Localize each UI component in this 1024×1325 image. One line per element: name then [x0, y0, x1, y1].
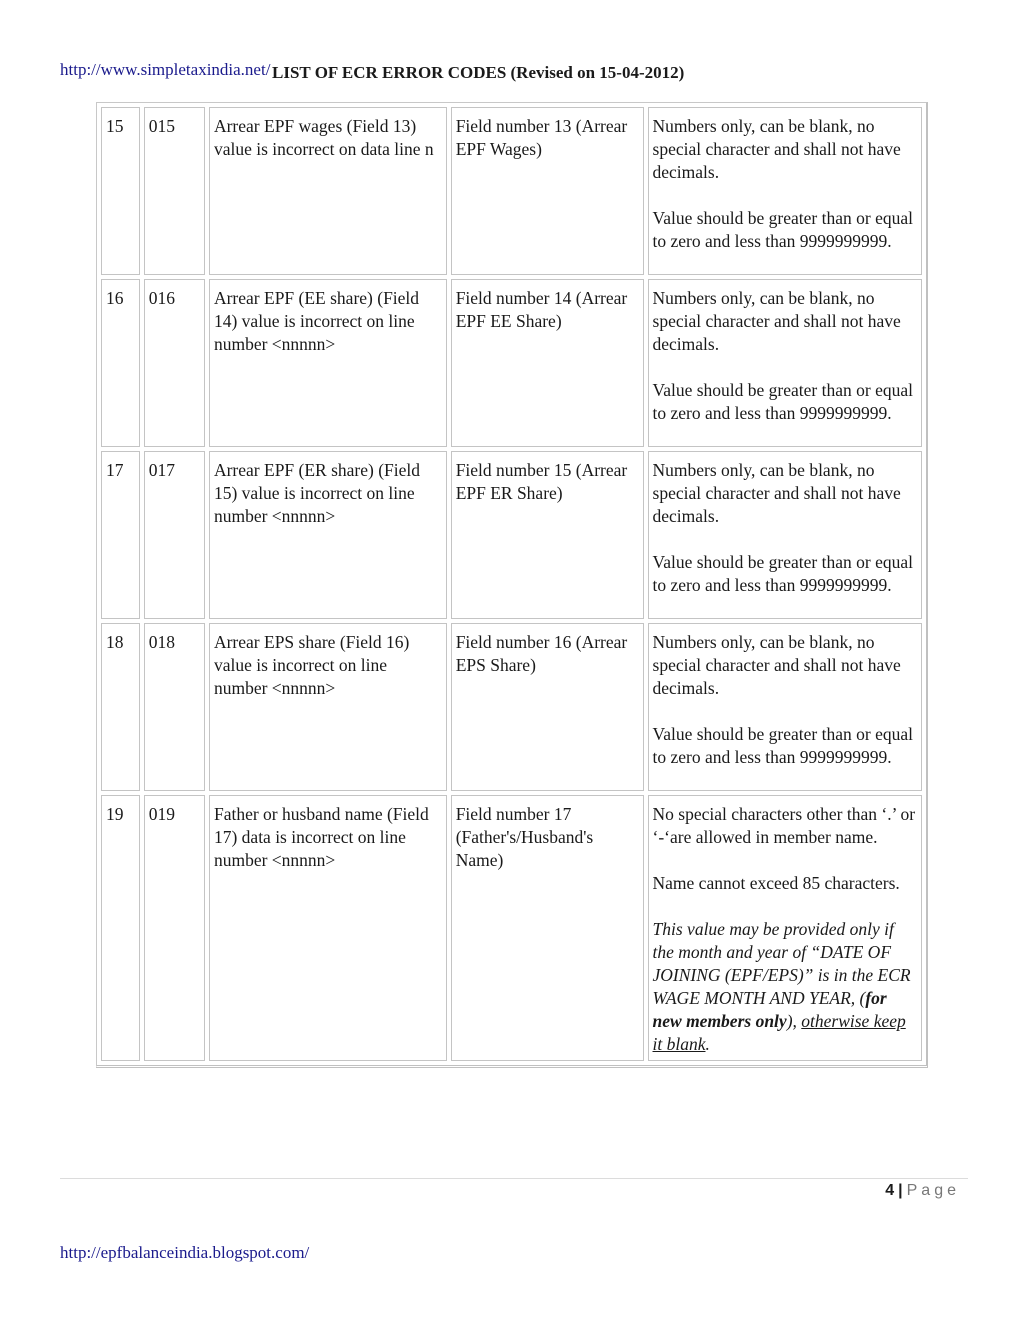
- validation-rule-cell: [648, 451, 922, 619]
- error-code-cell: 016: [144, 279, 205, 447]
- rule-text: Value should be greater than or equal to zero and less than 9999999999.: [652, 208, 913, 251]
- rule-text: Numbers only, can be blank, no special character and shall not have decimals.: [652, 116, 901, 182]
- error-code-cell: 015: [144, 107, 205, 275]
- rule-text: Value should be greater than or equal to zero and less than 9999999999.: [652, 380, 913, 423]
- error-codes-table-wrapper: [96, 102, 928, 1068]
- page-title: LIST OF ECR ERROR CODES (Revised on 15-04-2012): [272, 63, 685, 82]
- rule-note-end: .: [705, 1034, 710, 1054]
- field-cell: Field number 14 (Arrear EPF EE Share): [451, 279, 644, 447]
- rule-text: Numbers only, can be blank, no special character and shall not have decimals.: [652, 632, 901, 698]
- rule-note-underline: otherwise keep it blank: [652, 1011, 906, 1054]
- table-row: [101, 623, 922, 791]
- rule-text: Value should be greater than or equal to zero and less than 9999999999.: [652, 724, 913, 767]
- field-cell: Field number 17 (Father's/Husband's Name): [451, 795, 644, 1061]
- serial-number-cell: 15: [101, 107, 140, 275]
- serial-number-cell: 19: [101, 795, 140, 1061]
- rule-text: No special characters other than ‘.’ or ‘-‘are allowed in member name.: [652, 804, 916, 847]
- footer-url[interactable]: http://epfbalanceindia.blogspot.com/: [60, 1243, 310, 1262]
- field-cell: Field number 13 (Arrear EPF Wages): [451, 107, 644, 275]
- description-cell: Arrear EPS share (Field 16) value is incorrect on line number <nnnnn>: [209, 623, 447, 791]
- serial-number-cell: 18: [101, 623, 140, 791]
- description-cell: Arrear EPF (EE share) (Field 14) value is incorrect on line number <nnnnn>: [209, 279, 447, 447]
- validation-rule-cell: [648, 623, 922, 791]
- error-code-cell: 017: [144, 451, 205, 619]
- page-number: [885, 1182, 960, 1200]
- rule-note-emphasis: for new members only: [652, 988, 887, 1031]
- page-number-value: 4: [885, 1182, 895, 1199]
- header-url[interactable]: http://www.simpletaxindia.net/: [60, 60, 271, 79]
- footer-divider: [60, 1178, 968, 1179]
- field-cell: Field number 16 (Arrear EPS Share): [451, 623, 644, 791]
- rule-text: Numbers only, can be blank, no special character and shall not have decimals.: [652, 460, 901, 526]
- table-row: [101, 279, 922, 447]
- error-code-cell: 018: [144, 623, 205, 791]
- field-cell: Field number 15 (Arrear EPF ER Share): [451, 451, 644, 619]
- serial-number-cell: 16: [101, 279, 140, 447]
- error-codes-table: [96, 102, 928, 1068]
- validation-rule-cell: [648, 279, 922, 447]
- description-cell: Father or husband name (Field 17) data is incorrect on line number <nnnnn>: [209, 795, 447, 1061]
- table-row: [101, 795, 922, 1061]
- validation-rule-cell: [648, 107, 922, 275]
- page-word: Page: [906, 1182, 960, 1199]
- rule-text: Value should be greater than or equal to zero and less than 9999999999.: [652, 552, 913, 595]
- page-number-separator: |: [898, 1182, 903, 1199]
- serial-number-cell: 17: [101, 451, 140, 619]
- table-row: [101, 107, 922, 275]
- rule-text: Name cannot exceed 85 characters.: [652, 873, 900, 893]
- description-cell: Arrear EPF wages (Field 13) value is incorrect on data line n: [209, 107, 447, 275]
- rule-note-close: ),: [786, 1011, 797, 1031]
- description-cell: Arrear EPF (ER share) (Field 15) value is incorrect on line number <nnnnn>: [209, 451, 447, 619]
- rule-text: Numbers only, can be blank, no special character and shall not have decimals.: [652, 288, 901, 354]
- error-code-cell: 019: [144, 795, 205, 1061]
- rule-note-text: This value may be provided only if the month and year of “DATE OF JOINING (EPF/EPS)” is in the ECR WAGE MONTH AND YEAR, (: [652, 919, 911, 1008]
- rule-note: [653, 918, 917, 1056]
- validation-rule-cell: [648, 795, 922, 1061]
- table-row: [101, 451, 922, 619]
